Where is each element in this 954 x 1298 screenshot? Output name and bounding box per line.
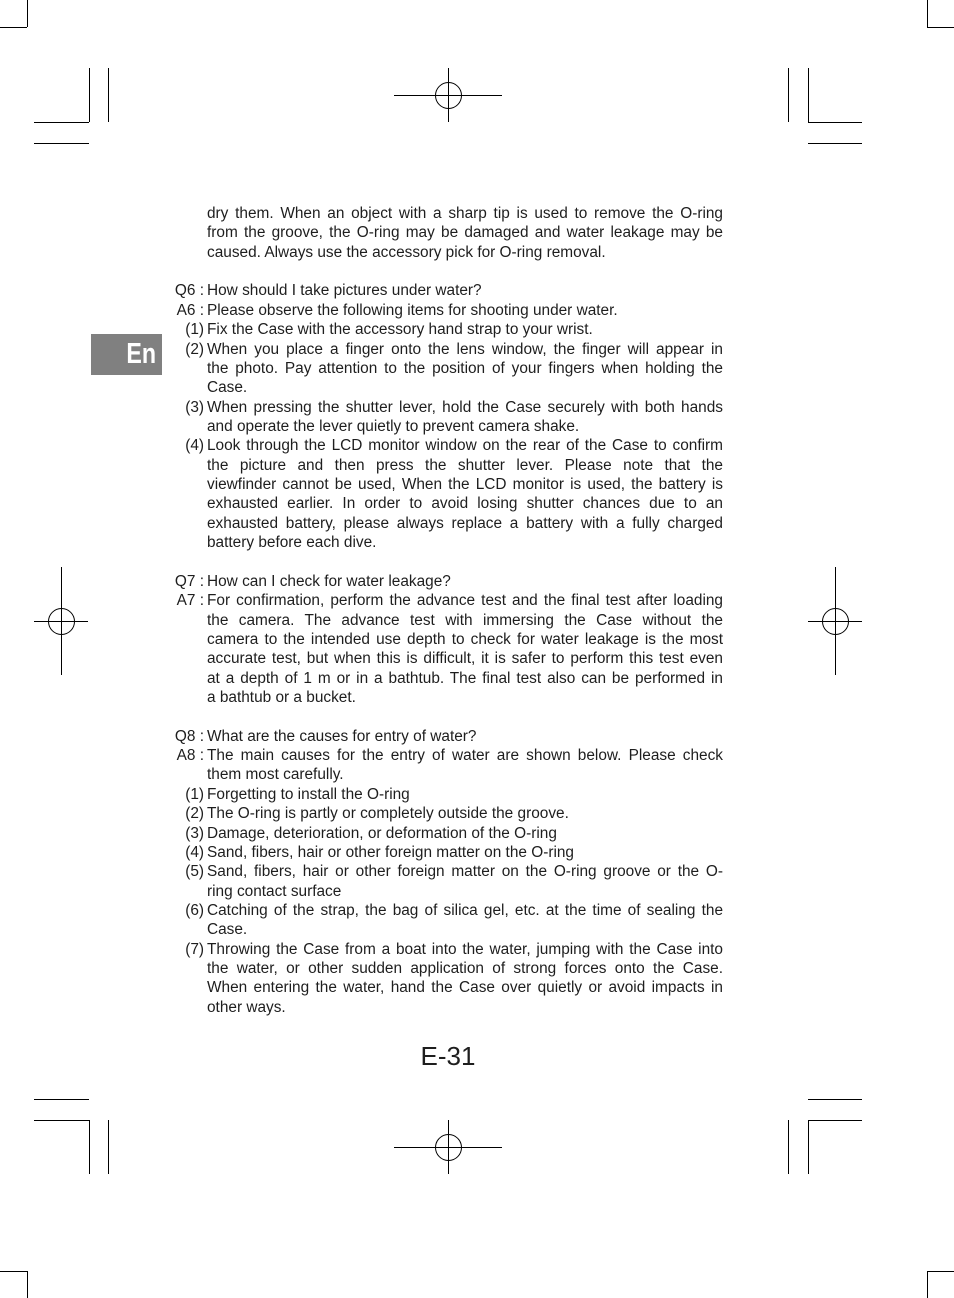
question-label: Q7 : (174, 572, 204, 590)
list-item-label: (4) (185, 437, 204, 455)
trim-mark-bottom-left (34, 1100, 109, 1175)
text-line: The main causes for the entry of water are shown below. Please check (207, 747, 723, 765)
list-item-label: (2) (185, 805, 204, 823)
text-line: Damage, deterioration, or deformation of the O-ring (207, 824, 557, 842)
answer-label: A7 : (176, 592, 204, 610)
list-item (185, 940, 723, 1017)
text-line: Case. (207, 921, 248, 939)
list-item-label: (2) (185, 340, 204, 358)
answer (176, 591, 723, 707)
corner-crop-mark-bottom-left (0, 1271, 28, 1298)
list-item-label: (5) (185, 863, 204, 881)
list-item-label: (7) (185, 940, 204, 958)
list-item (185, 843, 723, 862)
text-line: Catching of the strap, the bag of silica gel, etc. at the time of sealing the (207, 901, 723, 919)
text-line: exhausted earlier. In order to avoid losing shutter chances due to an (207, 495, 723, 513)
text-line: viewfinder cannot be used, When the LCD monitor is used, the battery is (207, 476, 723, 494)
answer-label: A8 : (176, 747, 204, 765)
answer (176, 301, 723, 320)
text-line: Forgetting to install the O-ring (207, 785, 410, 803)
answer (176, 746, 723, 785)
registration-mark-left (34, 567, 88, 675)
answer-label: A6 : (176, 301, 204, 319)
paragraph-spacer (175, 707, 723, 726)
question (174, 281, 723, 300)
text-line: dry them. When an object with a sharp tip is used to remove the O-ring (207, 205, 723, 222)
text-line: When you place a finger onto the lens window, the finger will appear in (207, 340, 723, 358)
text-line: accurate test, but when this is difficult, it is safer to perform this test even (207, 650, 723, 668)
list-item-label: (6) (185, 901, 204, 919)
registration-mark-top (394, 68, 502, 122)
text-line: the picture and then press the shutter lever. Please note that the (207, 456, 723, 474)
list-item-label: (3) (185, 398, 204, 416)
list-item (185, 862, 723, 901)
text-line: a bathtub or a bucket. (207, 688, 356, 706)
text-line: Throwing the Case from a boat into the water, jumping with the Case into (207, 940, 723, 958)
list-item-label: (1) (185, 785, 204, 803)
question (174, 572, 723, 591)
paragraph-continuation (207, 204, 723, 262)
text-line: exhausted battery, please always replace a battery with a fully charged (207, 514, 723, 532)
page-number: E-31 (420, 1041, 476, 1071)
trim-mark-top-left (34, 68, 109, 144)
text-line: at a depth of 1 m or in a bathtub. The final test also can be performed in (207, 669, 723, 687)
list-item (185, 785, 723, 804)
text-line: camera to the intended use depth to check for water leakage is the most (207, 630, 723, 648)
corner-crop-mark-top-right (927, 0, 954, 28)
paragraph-spacer (175, 552, 723, 571)
list-item (185, 398, 723, 437)
list-item-label: (4) (185, 843, 204, 861)
text-line: ring contact surface (207, 882, 342, 900)
registration-mark-right (808, 567, 862, 675)
text-line: from the groove, the O-ring may be damaged and water leakage may be (207, 224, 723, 242)
registration-mark-bottom (394, 1120, 502, 1174)
text-line: the photo. Pay attention to the position of your fingers when holding the (207, 359, 723, 377)
text-line: When pressing the shutter lever, hold the Case securely with both hands (207, 398, 723, 416)
paragraph-spacer (175, 262, 723, 281)
text-line: When entering the water, hand the Case over quietly or avoid impacts in (207, 979, 723, 997)
list-item (185, 320, 723, 339)
language-tab (91, 334, 162, 375)
text-line: Sand, fibers, hair or other foreign matter on the O-ring (207, 843, 574, 861)
corner-crop-mark-bottom-right (927, 1271, 954, 1298)
text-line: How should I take pictures under water? (207, 282, 482, 300)
list-item (185, 824, 723, 843)
list-item-label: (3) (185, 824, 204, 842)
text-line: Look through the LCD monitor window on the rear of the Case to confirm (207, 437, 723, 455)
list-item (185, 340, 723, 398)
list-item-label: (1) (185, 321, 204, 339)
trim-mark-top-right (789, 68, 863, 144)
text-line: Please observe the following items for shooting under water. (207, 301, 618, 319)
question-label: Q6 : (174, 282, 204, 300)
text-line: them most carefully. (207, 766, 344, 784)
text-line: the water, or other sudden application of strong forces onto the Case. (207, 960, 723, 978)
list-item (185, 436, 723, 552)
text-line: How can I check for water leakage? (207, 572, 451, 590)
text-line: other ways. (207, 998, 286, 1016)
text-line: Sand, fibers, hair or other foreign matter on the O-ring groove or the O- (207, 863, 723, 881)
question-label: Q8 : (174, 727, 204, 745)
body-text (175, 204, 723, 1017)
text-line: Case. (207, 379, 248, 397)
text-line: battery before each dive. (207, 534, 377, 552)
text-line: and operate the lever quietly to prevent camera shake. (207, 417, 580, 435)
text-line: What are the causes for entry of water? (207, 727, 477, 745)
list-item (185, 901, 723, 940)
language-tab-label: En (126, 338, 156, 370)
text-line: the camera. The advance test with immersing the Case without the (207, 611, 723, 629)
text-line: For confirmation, perform the advance test and the final test after loading (207, 592, 723, 610)
text-line: caused. Always use the accessory pick for O-ring removal. (207, 243, 606, 261)
corner-crop-mark-top-left (0, 0, 28, 28)
list-item (185, 804, 723, 823)
question (174, 727, 723, 746)
text-line: Fix the Case with the accessory hand strap to your wrist. (207, 321, 593, 339)
trim-mark-bottom-right (789, 1100, 863, 1175)
text-line: The O-ring is partly or completely outside the groove. (207, 805, 569, 823)
